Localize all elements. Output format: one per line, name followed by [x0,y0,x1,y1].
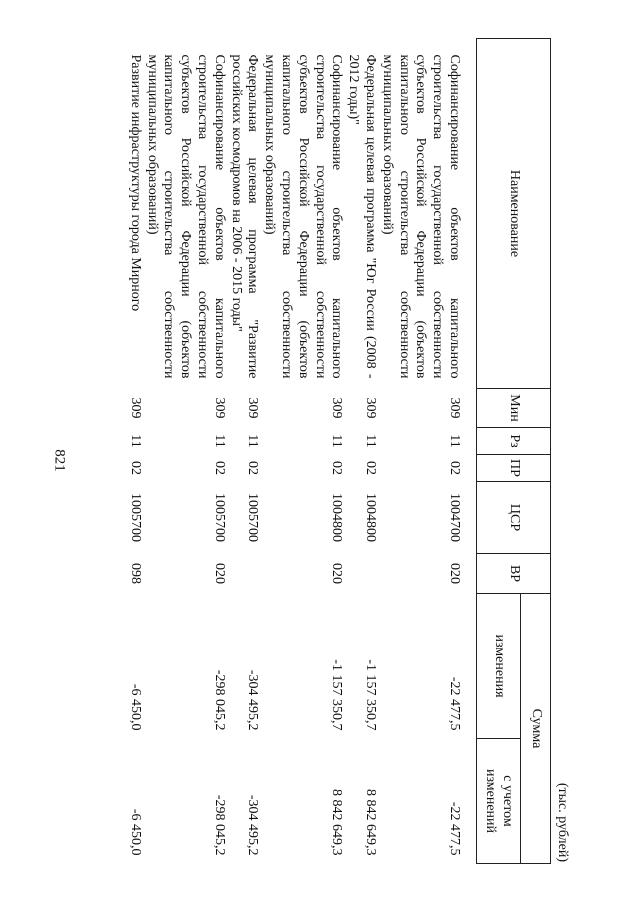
page-number: 821 [51,449,68,472]
row-rz: 11 [211,434,227,448]
row-rz: 11 [329,434,345,448]
header-pr: ПР [477,455,551,482]
row-change: -304 495,2 [245,669,261,731]
row-csr: 1004800 [363,493,379,542]
row-vr: 098 [127,563,143,584]
row-total: 8 842 649,3 [329,789,345,856]
row-min: 309 [245,397,261,419]
row-change: -6 450,0 [127,683,143,731]
row-pr: 02 [245,461,261,475]
row-csr: 1005700 [211,493,227,542]
row-name: Софинансирование объектов капитального строительства государственной собственности субъектов Российской Федерации (объектов капитального строительства собственности муниципальных образований) [379,54,462,379]
row-min: 309 [211,397,227,419]
table-row [227,39,261,864]
row-csr: 1004800 [329,493,345,542]
row-csr: 1005700 [127,493,143,542]
row-name: Софинансирование объектов капитального строительства государственной собственности субъектов Российской Федерации (объектов капитального строительства собственности муниципальных образований) [262,54,345,379]
row-name: Федеральная целевая программа "Развитие российских космодромов на 2006 - 2015 годы" [228,54,261,379]
table-row [126,39,143,864]
row-min: 309 [127,397,143,419]
row-total: -22 477,5 [447,801,462,856]
header-name: Наименование [477,39,551,389]
row-vr: 020 [211,563,227,584]
row-total: -304 495,2 [245,794,261,856]
row-rz: 11 [447,434,462,448]
row-csr: 1004700 [447,493,462,542]
row-min: 309 [363,397,379,419]
table-row [260,39,344,864]
rotated-table-region [97,38,572,868]
row-total: -6 450,0 [127,808,143,856]
row-total: 8 842 649,3 [363,789,379,856]
row-pr: 02 [363,461,379,475]
header-vr: ВР [477,554,551,594]
header-with-changes: с учетом изменений [477,739,521,864]
row-change: -298 045,2 [211,669,227,731]
row-vr [344,554,378,594]
budget-table [126,38,551,864]
row-vr: 020 [329,563,345,584]
row-change: -1 157 350,7 [329,659,345,731]
row-min: 309 [447,397,462,419]
row-rz: 11 [245,434,261,448]
table-row [344,39,378,864]
row-name: Развитие инфраструктуры города Мирного [127,54,143,312]
row-name: Федеральная целевая программа "Юг России (2008 - 2012 годы)" [346,54,379,379]
header-change: изменения [477,594,521,739]
row-vr: 020 [447,563,462,584]
row-vr [227,554,261,594]
row-rz: 11 [127,434,143,448]
header-min: Мин [477,389,551,428]
header-rz: Рз [477,428,551,455]
table-row [378,39,476,864]
header-sum: Сумма [521,594,551,864]
row-pr: 02 [329,461,345,475]
row-min: 309 [329,397,345,419]
row-total: -298 045,2 [211,794,227,856]
row-pr: 02 [447,461,462,475]
row-pr: 02 [211,461,227,475]
table-row [143,39,227,864]
row-pr: 02 [127,461,143,475]
row-name: Софинансирование объектов капитального строительства государственной собственности субъектов Российской Федерации (объектов капитального строительства собственности муниципальных образований) [144,54,227,379]
row-rz: 11 [363,434,379,448]
row-csr: 1005700 [245,493,261,542]
row-change: -22 477,5 [447,676,462,731]
row-change: -1 157 350,7 [363,659,379,731]
units-label: (тыс. рублей) [555,782,570,862]
header-csr: ЦСР [477,482,551,554]
